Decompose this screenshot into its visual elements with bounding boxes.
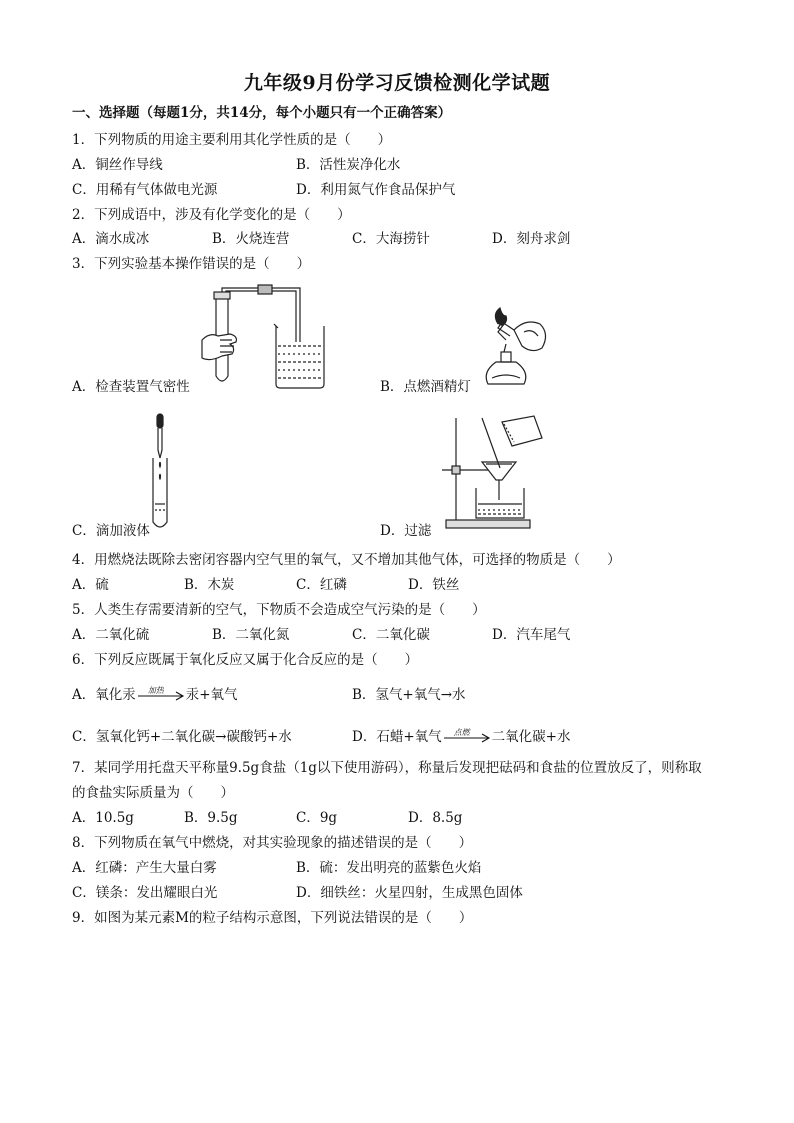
- q8-option-a: A．红磷：产生大量白雾: [72, 860, 217, 876]
- question-7-stem-line2: 的食盐实际质量为（ ）: [72, 785, 234, 801]
- q5-option-a: A．二氧化硫: [72, 627, 150, 643]
- q2-option-a: A．滴水成冰: [72, 231, 150, 247]
- q6-option-c: C．氢氧化钙+二氧化碳→碳酸钙+水: [72, 729, 292, 745]
- question-3-stem: 3．下列实验基本操作错误的是（ ）: [72, 256, 311, 272]
- q2-option-b: B．火烧连营: [212, 231, 290, 247]
- q3-option-b: B．点燃酒精灯: [380, 379, 471, 395]
- reaction-arrow: [442, 727, 492, 745]
- q1-option-b: B．活性炭净化水: [296, 157, 401, 173]
- section-heading: 一、选择题（每题1分，共14分，每个小题只有一个正确答案）: [72, 105, 452, 121]
- q6-a-products: 汞+氧气: [185, 687, 238, 703]
- q2-option-c: C．大海捞针: [352, 231, 430, 247]
- page-title: 九年级9月份学习反馈检测化学试题: [243, 72, 551, 94]
- q7-option-b: B．9.5g: [184, 810, 238, 826]
- q4-option-c: C．红磷: [296, 577, 347, 593]
- q8-option-b: B．硫：发出明亮的蓝紫色火焰: [296, 860, 482, 876]
- reaction-condition: 点燃: [453, 727, 470, 737]
- q6-d-products: 二氧化碳+水: [491, 729, 571, 745]
- question-4-stem: 4．用燃烧法既除去密闭容器内空气里的氧气，又不增加其他气体，可选择的物质是（ ）: [72, 552, 621, 568]
- q6-a-reactant: A．氧化汞: [72, 687, 136, 703]
- q4-option-d: D．铁丝: [408, 577, 460, 593]
- q7-option-a: A．10.5g: [72, 810, 134, 826]
- q6-d-reactants: D．石蜡+氧气: [352, 729, 442, 745]
- q1-option-c: C．用稀有气体做电光源: [72, 182, 218, 198]
- question-6-stem: 6．下列反应既属于氧化反应又属于化合反应的是（ ）: [72, 652, 419, 668]
- q5-option-b: B．二氧化氮: [212, 627, 290, 643]
- figure-drop-liquid: [148, 412, 172, 532]
- q8-option-d: D．细铁丝：火星四射，生成黑色固体: [296, 885, 523, 901]
- q1-option-d: D．利用氮气作食品保护气: [296, 182, 456, 198]
- q1-option-a: A．铜丝作导线: [72, 157, 163, 173]
- q7-option-c: C．9g: [296, 810, 338, 826]
- reaction-arrow: [136, 685, 186, 703]
- q3-option-a: A．检查装置气密性: [72, 379, 190, 395]
- q6-option-d: [352, 728, 570, 746]
- question-5-stem: 5．人类生存需要清新的空气，下物质不会造成空气污染的是（ ）: [72, 602, 486, 618]
- q8-option-c: C．镁条：发出耀眼白光: [72, 885, 218, 901]
- question-1-stem: 1．下列物质的用途主要利用其化学性质的是（ ）: [72, 132, 392, 148]
- q3-option-d: D．过滤: [380, 523, 432, 539]
- q7-option-d: D．8.5g: [408, 810, 463, 826]
- question-2-stem: 2．下列成语中，涉及有化学变化的是（ ）: [72, 207, 351, 223]
- figure-light-alcohol-lamp: [474, 302, 554, 390]
- q5-option-d: D．汽车尾气: [492, 627, 571, 643]
- question-7-stem-line1: 7．某同学用托盘天平称量9.5g食盐（1g以下使用游码），称量后发现把砝码和食盐的位置放反了，则称取: [72, 760, 702, 776]
- question-8-stem: 8．下列物质在氧气中燃烧，对其实验现象的描述错误的是（ ）: [72, 835, 473, 851]
- figure-airtightness-check: [196, 284, 326, 390]
- q4-option-b: B．木炭: [184, 577, 235, 593]
- q6-option-a: [72, 686, 238, 704]
- q2-option-d: D．刻舟求剑: [492, 231, 571, 247]
- q5-option-c: C．二氧化碳: [352, 627, 430, 643]
- reaction-condition: 加热: [147, 685, 164, 695]
- q6-option-b: B．氢气+氧气→水: [352, 687, 466, 703]
- q3-option-c: C．滴加液体: [72, 523, 150, 539]
- question-9-stem: 9．如图为某元素M的粒子结构示意图，下列说法错误的是（ ）: [72, 910, 473, 926]
- figure-filtration: [438, 414, 550, 532]
- q4-option-a: A．硫: [72, 577, 109, 593]
